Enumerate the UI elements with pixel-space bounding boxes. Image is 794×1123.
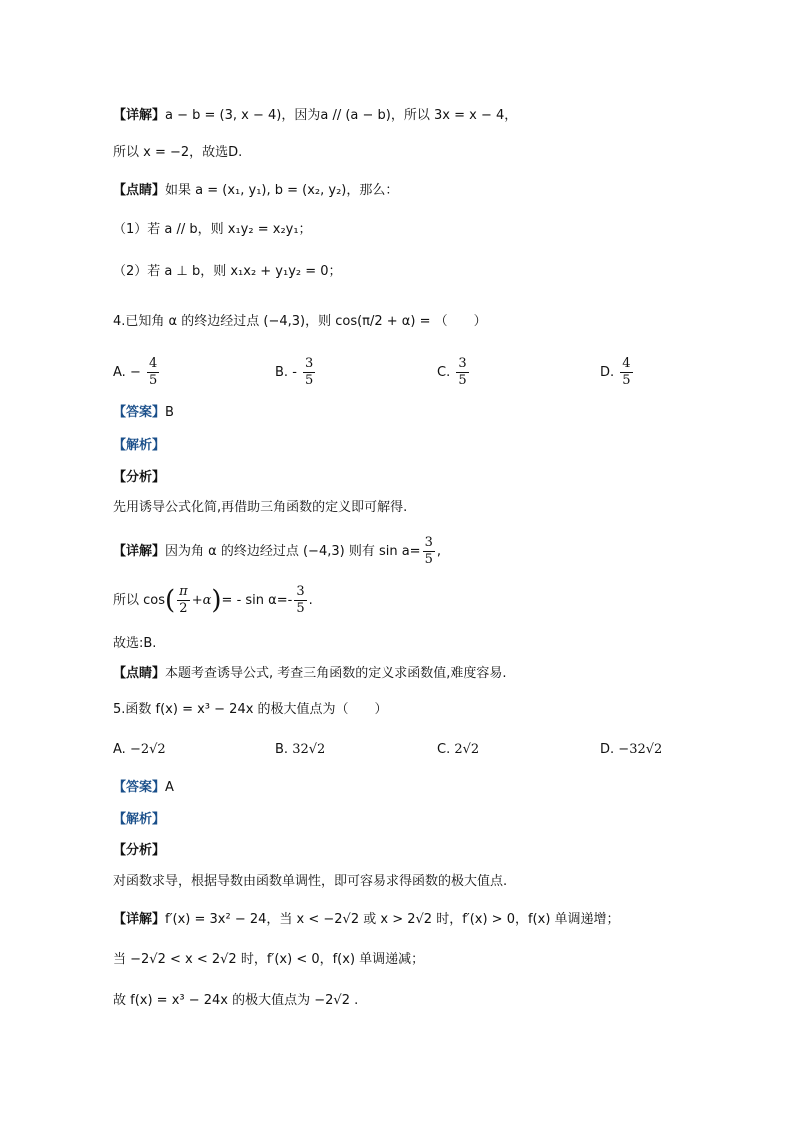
q5-detail-3: 故 f(x) = x³ − 24x 的极大值点为 −2√2 . (113, 993, 359, 1008)
q5-option-a-value: −2√2 (129, 742, 166, 757)
q4-option-d (600, 356, 635, 389)
q4-fenxi-tag: 【分析】 (113, 470, 166, 485)
q4-detail-1-frac (423, 535, 435, 568)
q5-detail-1-text: f′(x) = 3x² − 24，当 x < −2√2 或 x > 2√2 时，f′(x) > 0，f(x) 单调递增； (165, 912, 620, 927)
q4-detail-2-post: = - sin α=- (221, 593, 293, 608)
q5-analysis (113, 810, 165, 830)
q5-answer-value: A (165, 780, 174, 795)
q4-option-a-num: 4 (148, 356, 158, 371)
q4-detail-2-pre: 所以 cos (113, 593, 166, 608)
q5-option-c-label: C. (437, 742, 451, 757)
detail-text-1a: a − b = (3, x − 4)，因为 (165, 108, 321, 123)
q4-option-b-label: B. (275, 365, 289, 380)
q5-fenxi-heading (113, 841, 165, 861)
q5-option-b (275, 742, 325, 757)
q5-detail-tag: 【详解】 (113, 912, 166, 927)
q4-analysis (113, 436, 165, 456)
q4-option-d-label: D. (600, 365, 615, 380)
q4-detail-1-den: 5 (424, 552, 433, 567)
q4-option-b (275, 356, 317, 389)
q5-stem: 5.函数 f(x) = x³ − 24x 的极大值点为（ ） (113, 702, 388, 717)
q4-fenxi-text: 先用诱导公式化简,再借助三角函数的定义即可解得. (113, 500, 408, 515)
detail-text-1b: a // (a − b)，所以 3x = x − 4， (320, 108, 518, 123)
q4-option-c-den: 5 (458, 373, 467, 388)
q4-detail-1-text: 因为角 α 的终边经过点 (−4,3) 则有 sin a= (165, 544, 421, 559)
q4-detail-2: 所以 cos( $\frac{\pi}{2}$ +α)= - sin α=- $\frac{3}{5}$ . (113, 584, 313, 616)
q4-fenxi-heading (113, 468, 165, 488)
q5-option-d-label: D. (600, 742, 615, 757)
q4-detail-2-den: 5 (296, 601, 305, 616)
q5-answer (113, 778, 174, 798)
q5-option-d (600, 742, 662, 757)
q4-option-b-frac (303, 356, 315, 389)
dianjing-tag: 【点睛】 (113, 183, 166, 198)
q4-option-c-num: 3 (458, 356, 467, 371)
q5-analysis-tag: 【解析】 (113, 812, 166, 827)
q4-option-a-den: 5 (148, 373, 158, 388)
q4-answer (113, 403, 174, 423)
q4-detail-2-frac (294, 584, 306, 617)
q4-detail-1-num: 3 (424, 535, 433, 550)
q4-option-b-sign: - (292, 365, 297, 380)
q5-option-c-value: 2√2 (454, 742, 480, 757)
pi-den: 2 (179, 601, 188, 616)
q4-dianjing-tag: 【点睛】 (113, 666, 166, 681)
q4-detail-tag: 【详解】 (113, 544, 166, 559)
dianjing-line-1 (113, 181, 398, 201)
q5-option-a-label: A. (113, 742, 126, 757)
q5-answer-tag: 【答案】 (113, 780, 166, 795)
plus-alpha: +α (191, 593, 212, 608)
dianjing-line-3: （2）若 a ⊥ b，则 x₁x₂ + y₁y₂ = 0； (113, 264, 342, 279)
q4-stem: 4.已知角 α 的终边经过点 (−4,3)，则 cos(π/2 + α) = （ ） (113, 314, 487, 329)
q5-fenxi-tag: 【分析】 (113, 843, 166, 858)
q4-option-c (437, 356, 471, 389)
q4-option-a-sign: − (129, 365, 141, 380)
q4-option-b-den: 5 (305, 373, 314, 388)
q5-detail-1 (113, 910, 620, 930)
paren-close: ) (211, 585, 222, 616)
q5-detail-2: 当 −2√2 < x < 2√2 时，f′(x) < 0，f(x) 单调递减； (113, 952, 425, 967)
detail-tag: 【详解】 (113, 108, 166, 123)
q5-option-a (113, 742, 166, 757)
detail-line-1 (113, 106, 517, 126)
q5-fenxi-text: 对函数求导，根据导数由函数单调性，即可容易求得函数的极大值点. (113, 874, 508, 889)
q4-answer-tag: 【答案】 (113, 405, 166, 420)
q4-option-a-frac (147, 356, 159, 389)
q4-option-d-frac (620, 356, 632, 389)
q4-dianjing-text: 本题考查诱导公式, 考查三角函数的定义求函数值,难度容易. (165, 666, 507, 681)
q4-option-c-frac (456, 356, 468, 389)
q5-option-d-value: −32√2 (618, 742, 663, 757)
q4-answer-value: B (165, 405, 174, 420)
q4-dianjing (113, 664, 507, 684)
paren-open: ( (165, 585, 176, 616)
q5-option-b-label: B. (275, 742, 289, 757)
q4-option-b-num: 3 (305, 356, 314, 371)
q4-option-d-den: 5 (622, 373, 631, 388)
q5-option-c (437, 742, 479, 757)
q4-analysis-tag: 【解析】 (113, 438, 166, 453)
q4-option-c-label: C. (437, 365, 451, 380)
q5-option-b-value: 32√2 (292, 742, 326, 757)
pi-num: π (179, 584, 188, 599)
detail-line-2: 所以 x = −2，故选D. (113, 145, 243, 160)
q4-option-d-num: 4 (622, 356, 631, 371)
q4-detail-1: 【详解】因为角 α 的终边经过点 (−4,3) 则有 sin a= $\frac{3}{5}$ , (113, 535, 441, 567)
q4-conclusion: 故选:B. (113, 636, 157, 651)
q4-option-a-label: A. (113, 365, 126, 380)
dianjing-line-2: （1）若 a // b，则 x₁y₂ = x₂y₁； (113, 222, 312, 237)
q4-option-a (113, 356, 161, 389)
q4-detail-2-num: 3 (296, 584, 305, 599)
dianjing-text: 如果 a = (x₁, y₁), b = (x₂, y₂)，那么： (165, 183, 399, 198)
pi-over-2-frac (177, 584, 190, 617)
